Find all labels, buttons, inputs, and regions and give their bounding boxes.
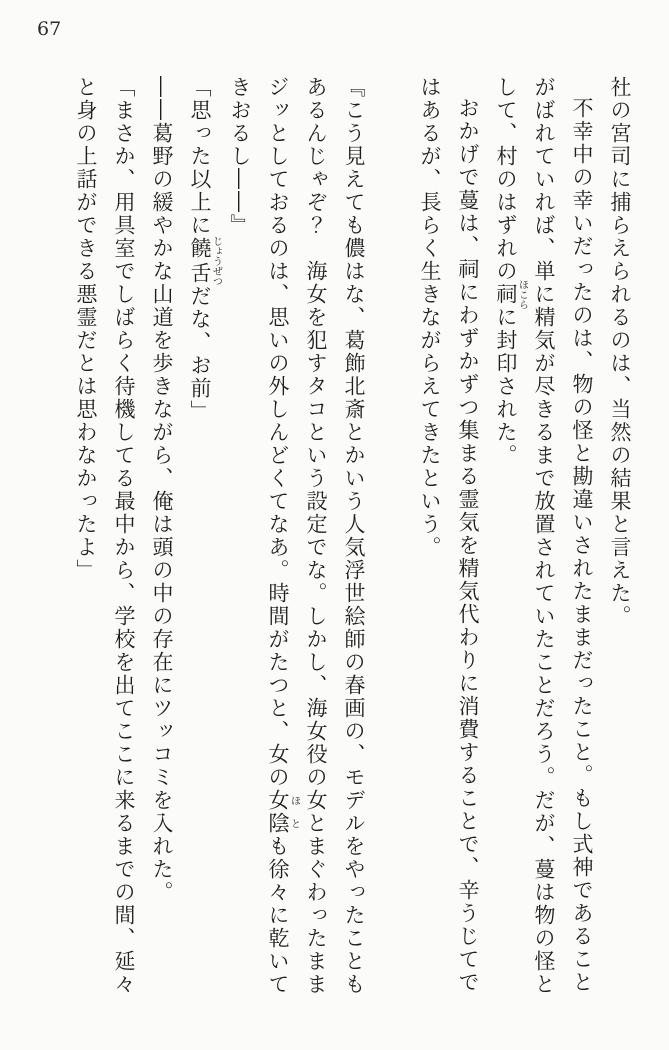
paragraph: 不幸中の幸いだったのは、物の怪と勘違いされたままだったこと。もし式神であることがばれていれば、単に精気が尽きるまで放置されていたことだろう。だが、蔓は物の怪として、村のはずれの祠ほこらに封印された。 (494, 76, 594, 996)
ruby-annotated-word: 女陰ほと (266, 789, 300, 835)
paragraph: 『こう見えても儂はな、葛飾北斎とかいう人気浮世絵師の春画の、モデルをやったこともあるんじゃぞ？ 海女を犯すタコという設定でな。しかし、海女役の女とまぐわったままジッとしておるのは、思いの外しんどくてなあ。時間がたつと、女の女陰ほとも徐々に乾いてきおるし――』 (228, 76, 366, 996)
furigana: ほこら (516, 279, 528, 310)
paragraph: 「まさか、用具室でしばらく待機してる最中から、学校を出てここに来るまでの間、延々と身の上話ができる悪霊だとは思わなかったよ」 (74, 76, 136, 996)
page-number: 67 (37, 18, 62, 40)
ruby-annotated-word: 祠ほこら (494, 279, 528, 310)
paragraph: 「思った以上に饒舌じょうぜつだな、お前」 (188, 76, 222, 423)
text-area (49, 76, 639, 1004)
paragraph: 社の宮司に捕らえられるのは、当然の結果と言えた。 (608, 76, 632, 628)
ruby-annotated-word: 饒舌じょうぜつ (188, 236, 222, 286)
furigana: じょうぜつ (210, 236, 222, 286)
paragraph: おかげで蔓は、祠にわずかずつ集まる霊気を精気代わりに消費することで、辛うじてではあるが、長らく生きながらえてきたという。 (418, 76, 480, 994)
paragraph: ――葛野の緩やかな山道を歩きながら、俺は頭の中の存在にツッコミを入れた。 (150, 76, 174, 904)
furigana: ほと (288, 789, 300, 835)
